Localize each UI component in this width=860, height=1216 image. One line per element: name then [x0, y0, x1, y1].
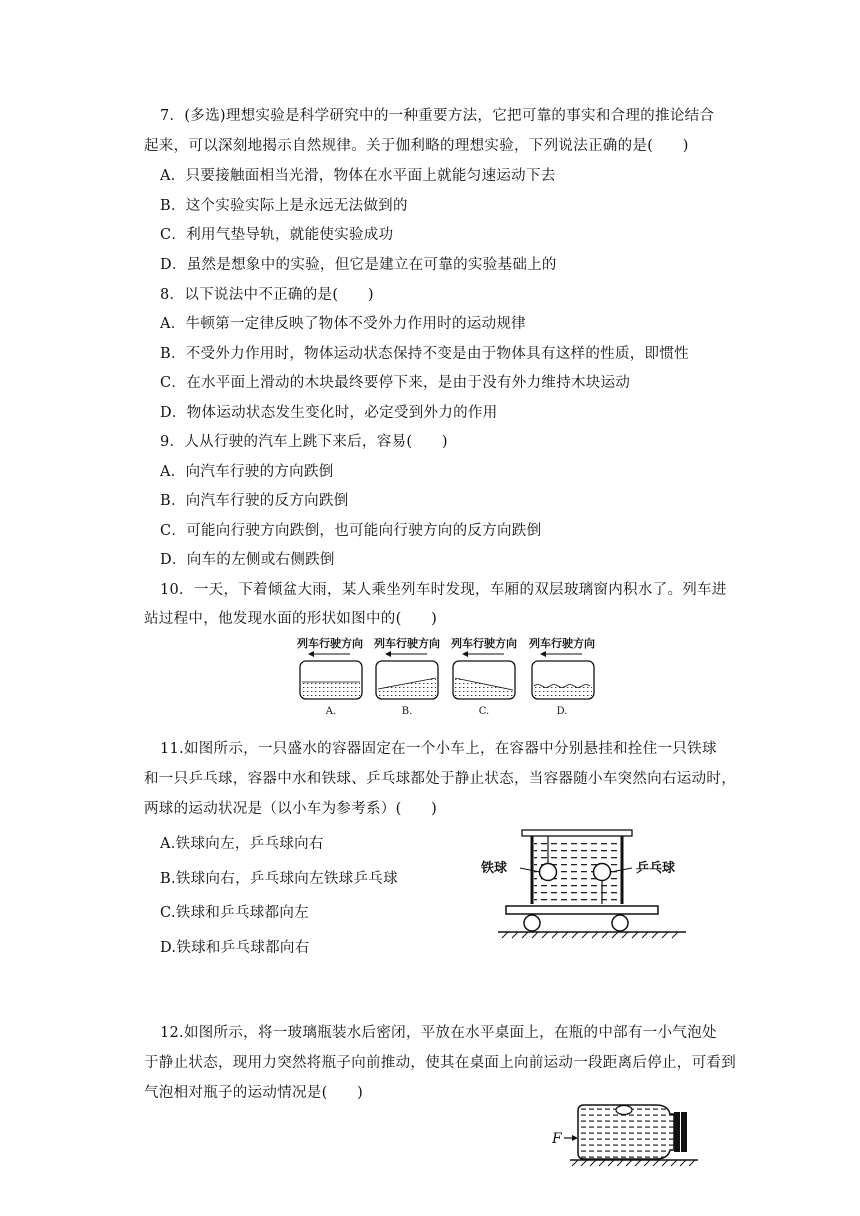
q8-option-d: D．物体运动状态发生变化时，必定受到外力的作用 — [160, 405, 498, 421]
panel-d-title: 列车行驶方向 — [529, 637, 595, 650]
force-label: F — [552, 1131, 562, 1147]
q11-option-a: A.铁球向左，乒乓球向右 — [160, 836, 324, 852]
q11-option-c: C.铁球和乒乓球都向左 — [160, 905, 309, 921]
q7-option-d: D．虽然是想象中的实验，但它是建立在可靠的实验基础上的 — [160, 257, 557, 273]
q9-stem: 9．人从行驶的汽车上跳下来后，容易( ) — [160, 434, 448, 450]
q7-option-c: C．利用气垫导轨，就能使实验成功 — [160, 227, 394, 243]
q7-stem-line1: 7．(多选)理想实验是科学研究中的一种重要方法，它把可靠的事实和合理的推论结合 — [160, 108, 715, 124]
panel-d-label: D. — [556, 706, 568, 717]
panel-b-label: B. — [401, 706, 413, 717]
panel-b-title: 列车行驶方向 — [374, 637, 440, 650]
iron-ball-label: 铁球 — [481, 861, 508, 876]
q11-option-d: D.铁球和乒乓球都向右 — [160, 940, 310, 956]
q12-figure — [548, 1100, 728, 1170]
panel-c-label: C. — [478, 706, 490, 717]
q8-stem: 8．以下说法中不正确的是( ) — [160, 287, 374, 303]
q9-option-c: C．可能向行驶方向跌倒，也可能向行驶方向的反方向跌倒 — [160, 523, 542, 539]
q9-option-b: B．向汽车行驶的反方向跌倒 — [160, 493, 349, 509]
q10-stem-line2: 站过程中，他发现水面的形状如图中的( ) — [144, 611, 438, 627]
ping-pong-ball-label: 乒乓球 — [636, 861, 676, 876]
q11-stem-line3: 两球的运动状况是（以小车为参考系）( ) — [144, 801, 438, 817]
panel-a-label: A. — [325, 706, 337, 717]
q9-option-a: A．向汽车行驶的方向跌倒 — [160, 464, 334, 480]
q10-figure — [290, 634, 610, 720]
q7-stem-line2: 起来，可以深刻地揭示自然规律。关于伽利略的理想实验，下列说法正确的是( ) — [144, 138, 689, 154]
q10-panel-b — [374, 636, 440, 717]
q12-stem-line1: 12.如图所示，将一玻璃瓶装水后密闭，平放在水平桌面上，在瓶的中部有一小气泡处 — [160, 1025, 717, 1041]
q8-option-b: B．不受外力作用时，物体运动状态保持不变是由于物体具有这样的性质，即惯性 — [160, 346, 689, 362]
q10-stem-line1: 10．一天，下着倾盆大雨，某人乘坐列车时发现，车厢的双层玻璃窗内积水了。列车进 — [160, 582, 727, 598]
q11-stem-line1: 11.如图所示，一只盛水的容器固定在一个小车上，在容器中分别悬挂和拴住一只铁球 — [160, 741, 717, 757]
q11-option-b: B.铁球向右，乒乓球向左铁球乒乓球 — [160, 871, 398, 887]
q8-option-a: A．牛顿第一定律反映了物体不受外力作用时的运动规律 — [160, 316, 526, 332]
q7-option-a: A．只要接触面相当光滑，物体在水平面上就能匀速运动下去 — [160, 168, 556, 184]
panel-c-title: 列车行驶方向 — [451, 637, 517, 650]
q8-option-c: C．在水平面上滑动的木块最终要停下来，是由于没有外力维持木块运动 — [160, 375, 631, 391]
panel-a-title: 列车行驶方向 — [297, 637, 363, 650]
q9-option-d: D．向车的左侧或右侧跌倒 — [160, 552, 335, 568]
q7-option-b: B．这个实验实际上是永远无法做到的 — [160, 198, 408, 214]
q10-panel-d — [529, 636, 595, 717]
q12-stem-line2: 于静止状态，现用力突然将瓶子向前推动，使其在桌面上向前运动一段距离后停止，可看到 — [144, 1055, 736, 1071]
q12-stem-line3: 气泡相对瓶子的运动情况是( ) — [144, 1085, 364, 1101]
q10-panel-c — [451, 636, 517, 717]
q11-figure — [480, 826, 690, 942]
q11-stem-line2: 和一只乒乓球，容器中水和铁球、乒乓球都处于静止状态，当容器随小车突然向右运动时， — [144, 771, 736, 787]
q10-panel-a — [297, 636, 363, 717]
